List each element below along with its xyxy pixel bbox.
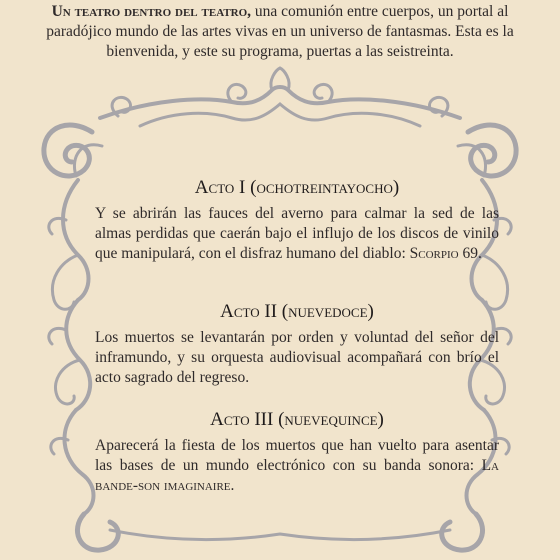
act-1-body: Y se abrirán las fauces del averno para calmar la sed de las almas perdidas que caerán bajo el influjo de los discos de vinilo que manipulará, con el disfraz humano del diablo: xyxy=(95,205,499,262)
act-1 xyxy=(95,176,499,264)
act-2-title: Acto II (nuevedoce) xyxy=(220,301,374,322)
act-3-title: Acto III (nuevequince) xyxy=(210,409,384,430)
intro-text: una comunión entre cuerpos, un portal al paradójico mundo de las artes vivas en un universo de fantasmas. Esta es la bienvenida, y este su programa, puertas a las seistreinta. xyxy=(46,3,514,60)
act-3-end: . xyxy=(230,477,235,494)
act-1-text xyxy=(95,204,499,264)
act-3-text xyxy=(95,436,499,496)
intro-lead: Un teatro dentro del teatro, xyxy=(51,3,252,20)
act-1-highlight: Scorpio 69 xyxy=(409,245,478,262)
act-3 xyxy=(95,408,499,496)
act-1-end: . xyxy=(477,245,482,262)
act-2-text: Los muertos se levantarán por orden y voluntad del señor del inframundo, y su orquesta audiovisual acompañará con brío el acto sagrado del regreso. xyxy=(95,329,499,386)
act-3-body: Aparecerá la fiesta de los muertos que han vuelto para asentar las bases de un mundo electrónico con su banda sonora: xyxy=(95,437,499,474)
act-2 xyxy=(95,300,499,388)
act-3-highlight: La bande-son imaginaire xyxy=(95,457,499,494)
act-1-title: Acto I (ochotreintayocho) xyxy=(194,177,400,198)
